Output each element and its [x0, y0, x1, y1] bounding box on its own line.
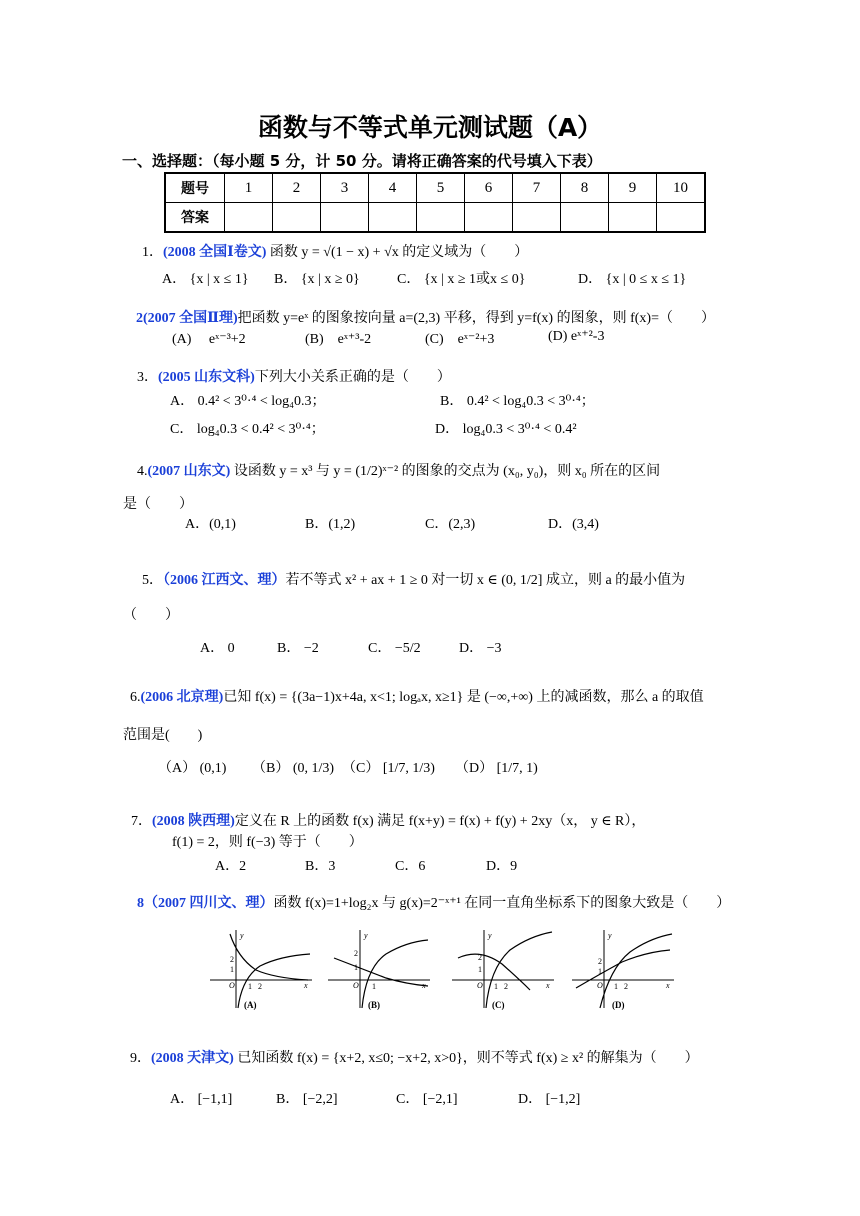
graph-c-plot: [450, 928, 558, 1010]
question-number-label: 1．: [142, 245, 163, 260]
question-4-stem: [137, 460, 660, 480]
question-number: 1: [225, 173, 273, 203]
question-number-label: 6.: [130, 690, 141, 705]
question-number: 8: [561, 173, 609, 203]
svg-text:O: O: [353, 981, 359, 990]
graph-a-plot: [208, 928, 316, 1010]
question-source: (2008 全国Ⅰ卷文): [163, 245, 267, 260]
graph-c[interactable]: [450, 928, 558, 1010]
question-number: 3: [321, 173, 369, 203]
question-number-label: 4.: [137, 464, 148, 479]
answer-cell[interactable]: [657, 203, 706, 233]
question-text: 函数 y = √(1 − x) + √x 的定义域为（ ）: [269, 245, 529, 260]
question-number: 10: [657, 173, 706, 203]
question-number-label: 5．: [142, 573, 163, 588]
graph-b[interactable]: [326, 928, 434, 1010]
q9-option-a: A． [−1,1]: [170, 1092, 233, 1107]
question-text: 已知 f(x) = {(3a−1)x+4a, x<1; logₐx, x≥1} 是 (−∞,+∞) 上的减函数，那么 a 的取值: [223, 690, 704, 705]
question-text: 下列大小关系正确的是（ ）: [254, 370, 451, 385]
q5-option-a: A． 0: [200, 641, 235, 656]
q2-option-d: (D) eˣ⁺²-3: [548, 329, 605, 344]
q9-option-c: C． [−2,1]: [396, 1092, 458, 1107]
question-number-label: 8: [137, 896, 144, 911]
question-9-stem: [130, 1047, 699, 1067]
question-6-stem: [130, 686, 704, 706]
svg-text:2: 2: [624, 982, 628, 991]
question-text: 若不等式 x² + ax + 1 ≥ 0 对一切 x ∈ (0, 1/2] 成立，则 a 的最小值为: [285, 573, 686, 588]
question-6-stem-cont: 范围是( ): [123, 728, 203, 743]
question-2-stem: [136, 307, 715, 327]
question-number: 4: [369, 173, 417, 203]
question-5-stem-cont: （ ）: [123, 608, 179, 623]
svg-text:2: 2: [230, 955, 234, 964]
question-text: 设函数 y = x³ 与 y = (1/2)ˣ⁻² 的图象的交点为 (x₀, y₀)，则 x₀ 所在的区间: [233, 464, 661, 479]
svg-text:O: O: [477, 981, 483, 990]
svg-text:x: x: [666, 981, 670, 990]
q4-option-a: A．(0,1): [185, 517, 236, 532]
svg-text:x: x: [304, 981, 308, 990]
svg-text:y: y: [240, 931, 244, 940]
answer-table-answer-row: [165, 203, 705, 233]
question-number: 2: [273, 173, 321, 203]
q5-option-b: B． −2: [277, 641, 319, 656]
q3-option-b: B． 0.4² < log₄0.3 < 3⁰·⁴；: [440, 394, 595, 409]
svg-text:1: 1: [598, 967, 602, 976]
question-text: 函数 f(x)=1+log₂x 与 g(x)=2⁻ˣ⁺¹ 在同一直角坐标系下的图象大致是（ ）: [273, 896, 731, 911]
q5-option-c: C． −5/2: [368, 641, 421, 656]
q2-option-b: (B) eˣ⁺³-2: [305, 332, 372, 347]
q9-option-d: D． [−1,2]: [518, 1092, 581, 1107]
q4-option-c: C．(2,3): [425, 517, 476, 532]
question-number-label: 7．: [131, 814, 152, 829]
svg-text:y: y: [364, 931, 368, 940]
question-3-stem: [137, 366, 451, 386]
q2-option-a: (A) eˣ⁻³+2: [172, 332, 246, 347]
svg-text:1: 1: [354, 963, 358, 972]
table-row-label: 题号: [165, 173, 225, 203]
q7-option-c: C．6: [395, 859, 426, 874]
graph-b-plot: [326, 928, 434, 1010]
q4-option-b: B．(1,2): [305, 517, 356, 532]
svg-text:y: y: [488, 931, 492, 940]
graph-label: (C): [492, 1000, 505, 1010]
answer-cell[interactable]: [513, 203, 561, 233]
answer-cell[interactable]: [561, 203, 609, 233]
question-text: 定义在 R 上的函数 f(x) 满足 f(x+y) = f(x) + f(y) + 2xy（x， y ∈ R），: [234, 814, 646, 829]
svg-text:2: 2: [504, 982, 508, 991]
question-number: 9: [609, 173, 657, 203]
question-source: (2005 山东文科): [158, 370, 255, 385]
question-source: (2008 天津文): [151, 1051, 234, 1066]
question-number: 6: [465, 173, 513, 203]
answer-cell[interactable]: [273, 203, 321, 233]
svg-text:1: 1: [478, 965, 482, 974]
table-row-label: 答案: [165, 203, 225, 233]
svg-text:x: x: [422, 981, 426, 990]
graph-label: (A): [244, 1000, 257, 1010]
q6-option-a: （A） (0,1): [158, 761, 227, 776]
question-source: (2008 陕西理): [152, 814, 235, 829]
svg-text:2: 2: [478, 953, 482, 962]
q3-option-c: C． log₄0.3 < 0.4² < 3⁰·⁴；: [170, 422, 325, 437]
question-1-stem: [142, 241, 528, 261]
svg-text:x: x: [546, 981, 550, 990]
q1-option-a: A． {x | x ≤ 1}: [162, 272, 249, 287]
svg-text:1: 1: [614, 982, 618, 991]
svg-text:1: 1: [372, 982, 376, 991]
q6-option-d: （D） [1/7, 1): [455, 761, 538, 776]
q1-option-c: C． {x | x ≥ 1或x ≤ 0}: [397, 272, 526, 287]
svg-text:2: 2: [598, 957, 602, 966]
q6-option-c: （C） [1/7, 1/3): [342, 761, 435, 776]
q6-option-b: （B） (0, 1/3): [252, 761, 335, 776]
svg-text:1: 1: [494, 982, 498, 991]
q7-option-b: B．3: [305, 859, 336, 874]
question-source: （2006 江西文、理）: [163, 573, 286, 588]
svg-text:O: O: [229, 981, 235, 990]
svg-text:y: y: [608, 931, 612, 940]
svg-text:O: O: [597, 981, 603, 990]
q1-option-d: D． {x | 0 ≤ x ≤ 1}: [578, 272, 687, 287]
q7-option-d: D．9: [486, 859, 518, 874]
question-text: 已知函数 f(x) = {x+2, x≤0; −x+2, x>0}，则不等式 f(x) ≥ x² 的解集为（ ）: [237, 1051, 699, 1066]
answer-cell[interactable]: [369, 203, 417, 233]
graph-label: (B): [368, 1000, 380, 1010]
question-number-label: 3．: [137, 370, 158, 385]
answer-cell[interactable]: [225, 203, 273, 233]
q3-option-a: A． 0.4² < 3⁰·⁴ < log₄0.3；: [170, 394, 326, 409]
question-source: (2006 北京理): [140, 690, 224, 705]
graph-d-plot: [570, 928, 678, 1010]
q2-option-c: (C) eˣ⁻²+3: [425, 332, 495, 347]
answer-cell[interactable]: [321, 203, 369, 233]
answer-cell[interactable]: [609, 203, 657, 233]
graph-a[interactable]: [208, 928, 316, 1010]
q3-option-d: D． log₄0.3 < 3⁰·⁴ < 0.4²: [435, 422, 577, 437]
question-7-stem-cont: f(1) = 2，则 f(−3) 等于（ ）: [172, 835, 363, 850]
question-number-label: 9．: [130, 1051, 151, 1066]
question-source: （2007 四川文、理）: [144, 896, 274, 911]
svg-text:2: 2: [258, 982, 262, 991]
graph-label: (D): [612, 1000, 625, 1010]
q4-option-d: D．(3,4): [548, 517, 599, 532]
answer-cell[interactable]: [417, 203, 465, 233]
question-number-label: 2: [136, 311, 143, 326]
question-source: (2007 全国Ⅱ理): [143, 311, 238, 326]
q7-option-a: A．2: [215, 859, 247, 874]
question-5-stem: [142, 569, 685, 589]
question-source: (2007 山东文): [147, 464, 231, 479]
question-text: 把函数 y=eˣ 的图象按向量 a=(2,3) 平移，得到 y=f(x) 的图象，则 f(x)=（ ）: [237, 311, 715, 326]
svg-text:2: 2: [354, 949, 358, 958]
answer-table: [164, 172, 706, 233]
question-4-stem-cont: 是（ ）: [123, 497, 193, 512]
question-8-stem: [137, 892, 730, 912]
answer-table-number-row: [165, 173, 705, 203]
svg-text:1: 1: [248, 982, 252, 991]
q5-option-d: D． −3: [459, 641, 502, 656]
question-number: 5: [417, 173, 465, 203]
question-number: 7: [513, 173, 561, 203]
q9-option-b: B． [−2,2]: [276, 1092, 338, 1107]
section-heading: 一、选择题：（每小题 5 分，计 50 分。请将正确答案的代号填入下表）: [122, 152, 602, 170]
page-title: 函数与不等式单元测试题（A）: [257, 113, 603, 142]
q1-option-b: B． {x | x ≥ 0}: [274, 272, 360, 287]
answer-cell[interactable]: [465, 203, 513, 233]
svg-text:1: 1: [230, 965, 234, 974]
question-7-stem: [131, 810, 645, 830]
graph-d[interactable]: [570, 928, 678, 1010]
